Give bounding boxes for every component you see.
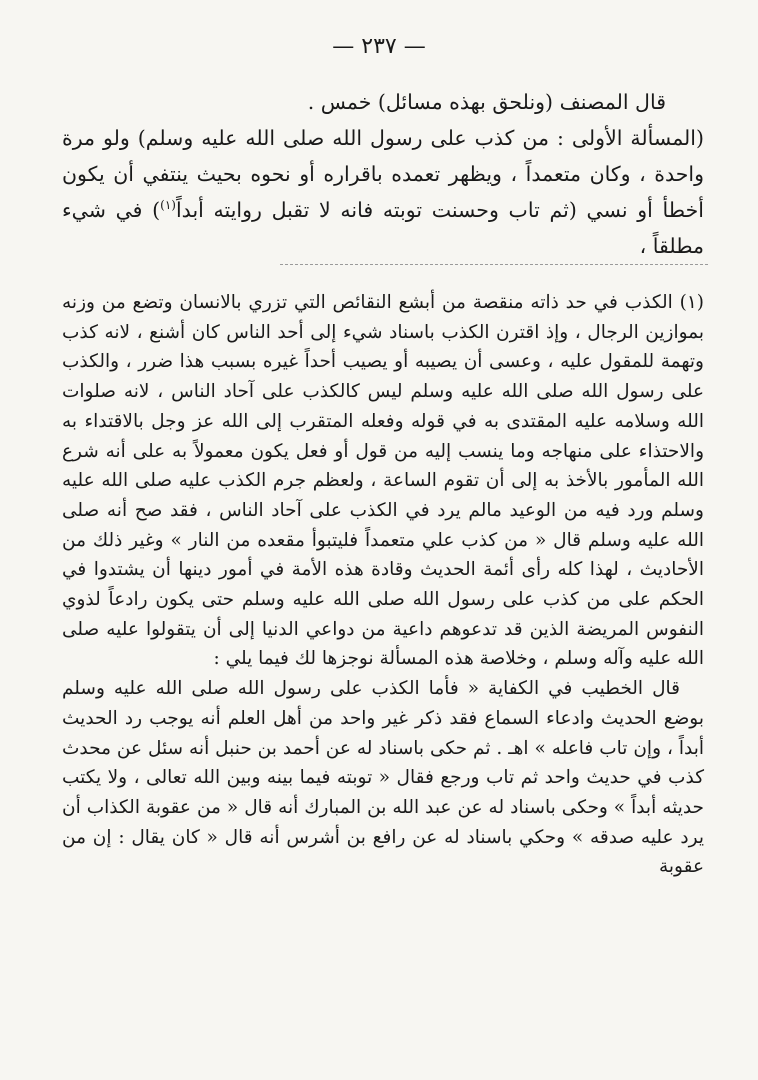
main-text bbox=[62, 84, 704, 264]
first-issue-text: (المسألة الأولى : من كذب على رسول الله صلى الله عليه وسلم) ولو مرة واحدة ، وكان متعمداً ، ويظهر تعمده باقراره أو نحوه بحيث ينتفي أن يكون أخطأ أو نسي (ثم تاب وحسنت توبته فانه لا تقبل روايته أبداً bbox=[62, 126, 705, 222]
first-issue-text-end: ) في شيء مطلقاً ، bbox=[62, 198, 704, 258]
author-statement: قال المصنف (ونلحق بهذه مسائل) خمس . bbox=[307, 90, 666, 114]
page-number: — ٢٣٧ — bbox=[332, 34, 426, 59]
footnote-separator bbox=[280, 264, 708, 265]
footnote-block bbox=[62, 288, 704, 882]
first-issue-paragraph bbox=[62, 120, 704, 264]
footnote-marker[interactable]: (١) bbox=[160, 198, 176, 213]
footnote-paragraph-1: (١) الكذب في حد ذاته منقصة من أبشع النقائص التي تزري بالانسان وتضع من وزنه بموازين الرجال ، وإذ اقترن الكذب باسناد شيء إلى أحد الناس كان أشنع ، لانه كذب وتهمة للمقول عليه ، وعسى أن يصيبه أو يصيب أحداً غيره بسبب هذا ضرر ، والكذب على رسول الله صلى الله عليه وسلم ليس كالكذب على آحاد الناس ، لانه صلوات الله وسلامه عليه المقتدى به في قوله وفعله المتقرب إلى الله عز وجل بالاقتداء به والاحتذاء على منهاجه وما ينسب إليه من قول أو فعل يكون معمولاً به على أنه شرع الله المأمور بالأخذ به إلى أن تقوم الساعة ، ولعظم جرم الكذب عليه صلى الله عليه وسلم ورد فيه من الوعيد مالم يرد في الكذب على آحاد الناس ، فقد صح أنه صلى الله عليه وسلم قال « من كذب علي متعمداً فليتبوأ مقعده من النار » وغير ذلك من الأحاديث ، لهذا كله رأى أئمة الحديث وقادة هذه الأمة في أمور دينها أن يشتدوا في الحكم على من كذب على رسول الله صلى الله عليه وسلم حتى يكون رادعاً لذوي النفوس المريضة الذين قد تدعوهم داعية من دواعي الدنيا إلى أن يتقولوا عليه صلى الله عليه وآله وسلم ، وخلاصة هذه المسألة نوجزها لك فيما يلي : bbox=[62, 292, 704, 670]
footnote-paragraph-2: قال الخطيب في الكفاية « فأما الكذب على رسول الله صلى الله عليه وسلم بوضع الحديث وادعاء السماع فقد ذكر غير واحد من أهل العلم أنه يوجب رد الحديث أبداً ، وإن تاب فاعله » اهـ . ثم حكى باسناد له عن أحمد بن حنبل أنه سئل عن محدث كذب في حديث واحد ثم تاب ورجع فقال « توبته فيما بينه وبين الله تعالى ، ولا يكتب حديثه أبداً » وحكى باسناد له عن عبد الله بن المبارك أنه قال « من عقوبة الكذاب أن يرد عليه صدقه » وحكي باسناد له عن رافع بن أشرس أنه قال « كان يقال : إن من عقوبة bbox=[62, 678, 704, 878]
